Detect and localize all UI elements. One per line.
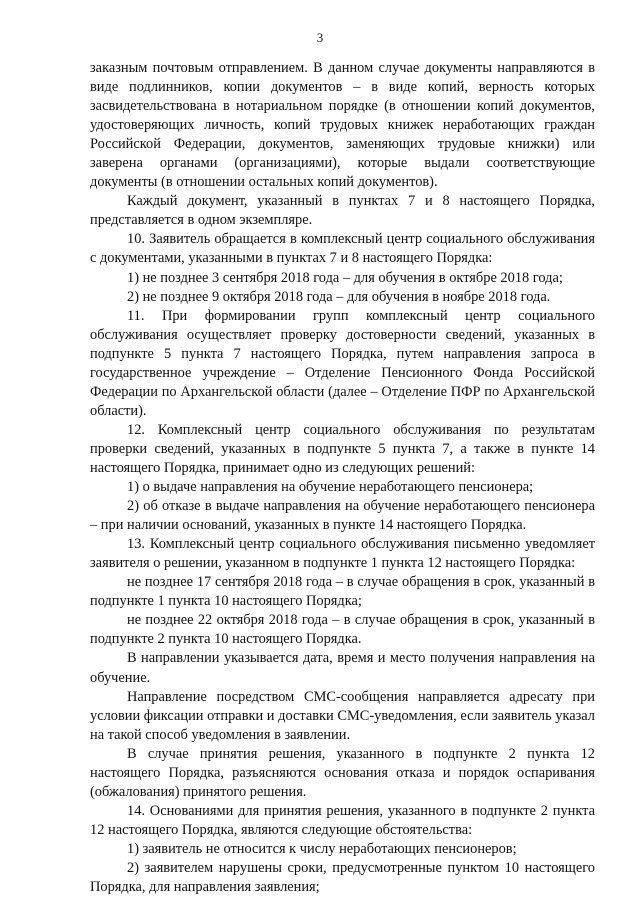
document-body	[90, 59, 595, 897]
paragraph-sms-notice: Направление посредством СМС-сообщения направляется адресату при условии фиксации отправки и доставки СМС-уведомления, если заявитель указал на такой способ уведомления в заявлении.	[90, 688, 595, 743]
clause-10-item-2: 2) не позднее 9 октября 2018 года – для обучения в ноябре 2018 года.	[127, 288, 551, 305]
clause-12-item-2: 2) об отказе в выдаче направления на обучение неработающего пенсионера – при наличии оснований, указанных в пункте 14 настоящего Порядка.	[90, 498, 595, 534]
clause-12-item-1: 1) о выдаче направления на обучение неработающего пенсионера;	[127, 479, 534, 496]
paragraph-single-copy: Каждый документ, указанный в пунктах 7 и 8 настоящего Порядка, представляется в одном экземпляре.	[90, 193, 595, 229]
paragraph-continuation: заказным почтовым отправлением. В данном случае документы направляются в виде подлинников, копии документов – в виде копий, верность которых засвидетельствована в нотариальном порядке (в отношении копий документов, удостоверяющих личность, копий трудовых книжек неработающих граждан Российской Федерации, документов, заменяющих трудовые книжки) или заверена органами (организациями), которые выдали соответствующие документы (в отношении остальных копий документов).	[90, 60, 595, 191]
clause-10-item-1: 1) не позднее 3 сентября 2018 года – для обучения в октябре 2018 года;	[127, 269, 563, 286]
paragraph-referral-details: В направлении указывается дата, время и место получения направления на обучение.	[90, 650, 595, 686]
clause-12: 12. Комплексный центр социального обслуживания по результатам проверки сведений, указанных в подпункте 5 пункта 7, а также в пункте 14 настоящего Порядка, принимает одно из следующих решений:	[90, 421, 595, 476]
clause-14-item-2: 2) заявителем нарушены сроки, предусмотренные пунктом 10 настоящего Порядка, для направления заявления;	[90, 859, 595, 896]
clause-13-deadline-2: не позднее 22 октября 2018 года – в случае обращения в срок, указанный в подпункте 2 пункта 10 настоящего Порядка.	[90, 612, 595, 648]
clause-10: 10. Заявитель обращается в комплексный центр социального обслуживания с документами, указанными в пунктах 7 и 8 настоящего Порядка:	[90, 231, 595, 267]
clause-14: 14. Основаниями для принятия решения, указанного в подпункте 2 пункта 12 настоящего Порядка, являются следующие обстоятельства:	[90, 802, 595, 838]
clause-13-deadline-1: не позднее 17 сентября 2018 года – в случае обращения в срок, указанный в подпункте 1 пункта 10 настоящего Порядка;	[90, 574, 595, 610]
clause-13: 13. Комплексный центр социального обслуживания письменно уведомляет заявителя о решении, указанном в подпункте 1 пункта 12 настоящего Порядка:	[90, 536, 595, 572]
paragraph-refusal-explanation: В случае принятия решения, указанного в подпункте 2 пункта 12 настоящего Порядка, разъясняются основания отказа и порядок оспаривания (обжалования) принятого решения.	[90, 745, 595, 800]
clause-14-item-1: 1) заявитель не относится к числу неработающих пенсионеров;	[127, 840, 517, 857]
page-number: 3	[316, 30, 324, 45]
clause-11: 11. При формировании групп комплексный центр социального обслуживания осуществляет проверку достоверности сведений, указанных в подпункте 5 пункта 7 настоящего Порядка, путем направления запроса в государственное учреждение – Отделение Пенсионного Фонда Российской Федерации по Архангельской области (далее – Отделение ПФР по Архангельской области).	[90, 307, 595, 419]
